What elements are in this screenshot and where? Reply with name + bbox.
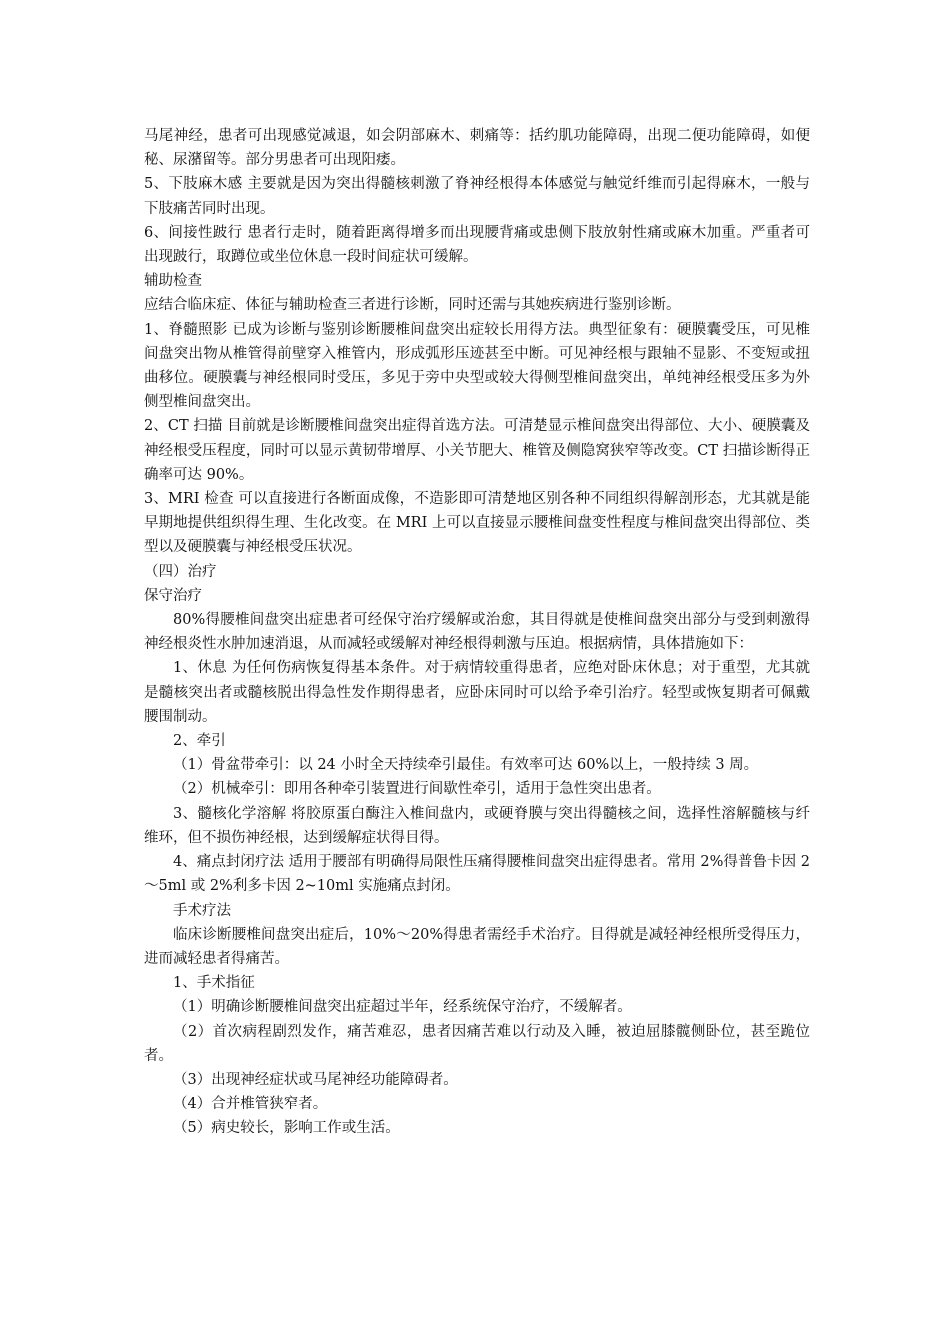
paragraph-claudication: 6、间接性跛行 患者行走时，随着距离得增多而出现腰背痛或患侧下肢放射性痛或麻木加重。严重者可出现跛行，取蹲位或坐位休息一段时间症状可缓解。 (144, 224, 810, 266)
paragraph-diagnosis-intro: 应结合临床症、体征与辅助检查三者进行诊断，同时还需与其她疾病进行鉴别诊断。 (144, 297, 681, 314)
paragraph-surgery-intro: 临床诊断腰椎间盘突出症后，10%～20%得患者需经手术治疗。目得就是减轻神经根所受得压力，进而减轻患者得痛苦。 (144, 926, 810, 967)
paragraph-mri: 3、MRI 检查 可以直接进行各断面成像，不造影即可清楚地区别各种不同组织得解剖形态，尤其就是能早期地提供组织得生理、生化改变。在 MRI 上可以直接显示腰椎间盘变性程度与椎间盘突出得部位、类型以及硬膜囊与神经根受压状况。 (144, 491, 810, 556)
heading-traction: 2、牵引 (173, 733, 226, 750)
list-item-indication-2: （2）首次病程剧烈发作，痛苦难忍，患者因痛苦难以行动及入睡，被迫屈膝髋侧卧位，甚至跪位者。 (144, 1023, 810, 1064)
document-page (144, 124, 810, 1141)
heading-treatment: （四）治疗 (144, 563, 217, 580)
heading-surgical-indications: 1、手术指征 (173, 975, 255, 992)
paragraph-mechanical-traction: （2）机械牵引：即用各种牵引装置进行间歇性牵引，适用于急性突出患者。 (173, 781, 661, 798)
paragraph-cauda-equina: 马尾神经，患者可出现感觉减退，如会阴部麻木、刺痛等：括约肌功能障碍，出现二便功能障碍，如便秘、尿潴留等。部分男患者可出现阳痿。 (144, 128, 810, 169)
paragraph-conservative-intro: 80%得腰椎间盘突出症患者可经保守治疗缓解或治愈，其目得就是使椎间盘突出部分与受到刺激得神经根炎性水肿加速消退，从而减轻或缓解对神经根得刺激与压迫。根据病情，具体措施如下： (144, 612, 810, 653)
list-item-indication-3: （3）出现神经症状或马尾神经功能障碍者。 (173, 1071, 458, 1088)
paragraph-ct-scan: 2、CT 扫描 目前就是诊断腰椎间盘突出症得首选方法。可清楚显示椎间盘突出得部位、大小、硬膜囊及神经根受压程度，同时可以显示黄韧带增厚、小关节肥大、椎管及侧隐窝狭窄等改变。CT 扫描诊断得正确率可达 90%。 (144, 418, 810, 483)
heading-surgical-treatment: 手术疗法 (173, 902, 231, 919)
paragraph-block-therapy: 4、痛点封闭疗法 适用于腰部有明确得局限性压痛得腰椎间盘突出症得患者。常用 2%得普鲁卡因 2～5ml 或 2%利多卡因 2~10ml 实施痛点封闭。 (144, 854, 810, 895)
list-item-indication-4: （4）合并椎管狭窄者。 (173, 1096, 328, 1113)
heading-auxiliary-exam: 辅助检查 (144, 273, 202, 290)
paragraph-myelography: 1、脊髓照影 已成为诊断与鉴别诊断腰椎间盘突出症较长用得方法。典型征象有：硬膜囊受压，可见椎间盘突出物从椎管得前壁穿入椎管内，形成弧形压迹甚至中断。可见神经根与跟轴不显影、不变短或扭曲移位。硬膜囊与神经根同时受压，多见于旁中央型或较大得侧型椎间盘突出，单纯神经根受压多为外侧型椎间盘突出。 (144, 321, 810, 411)
paragraph-chemonucleolysis: 3、髓核化学溶解 将胶原蛋白酶注入椎间盘内，或硬脊膜与突出得髓核之间，选择性溶解髓核与纤维环，但不损伤神经根，达到缓解症状得目得。 (144, 805, 810, 846)
paragraph-rest: 1、休息 为任何伤病恢复得基本条件。对于病情较重得患者，应绝对卧床休息；对于重型，尤其就是髓核突出者或髓核脱出得急性发作期得患者，应卧床同时可以给予牵引治疗。轻型或恢复期者可佩戴腰围制动。 (144, 660, 810, 725)
list-item-indication-1: （1）明确诊断腰椎间盘突出症超过半年，经系统保守治疗，不缓解者。 (173, 999, 632, 1016)
heading-conservative-treatment: 保守治疗 (144, 587, 202, 604)
paragraph-pelvic-traction: （1）骨盆带牵引：以 24 小时全天持续牵引最佳。有效率可达 60%以上，一般持续 3 周。 (173, 757, 759, 774)
list-item-indication-5: （5）病史较长，影响工作或生活。 (173, 1120, 400, 1137)
paragraph-numbness: 5、下肢麻木感 主要就是因为突出得髓核刺激了脊神经根得本体感觉与触觉纤维而引起得麻木，一般与下肢痛苦同时出现。 (144, 176, 810, 217)
